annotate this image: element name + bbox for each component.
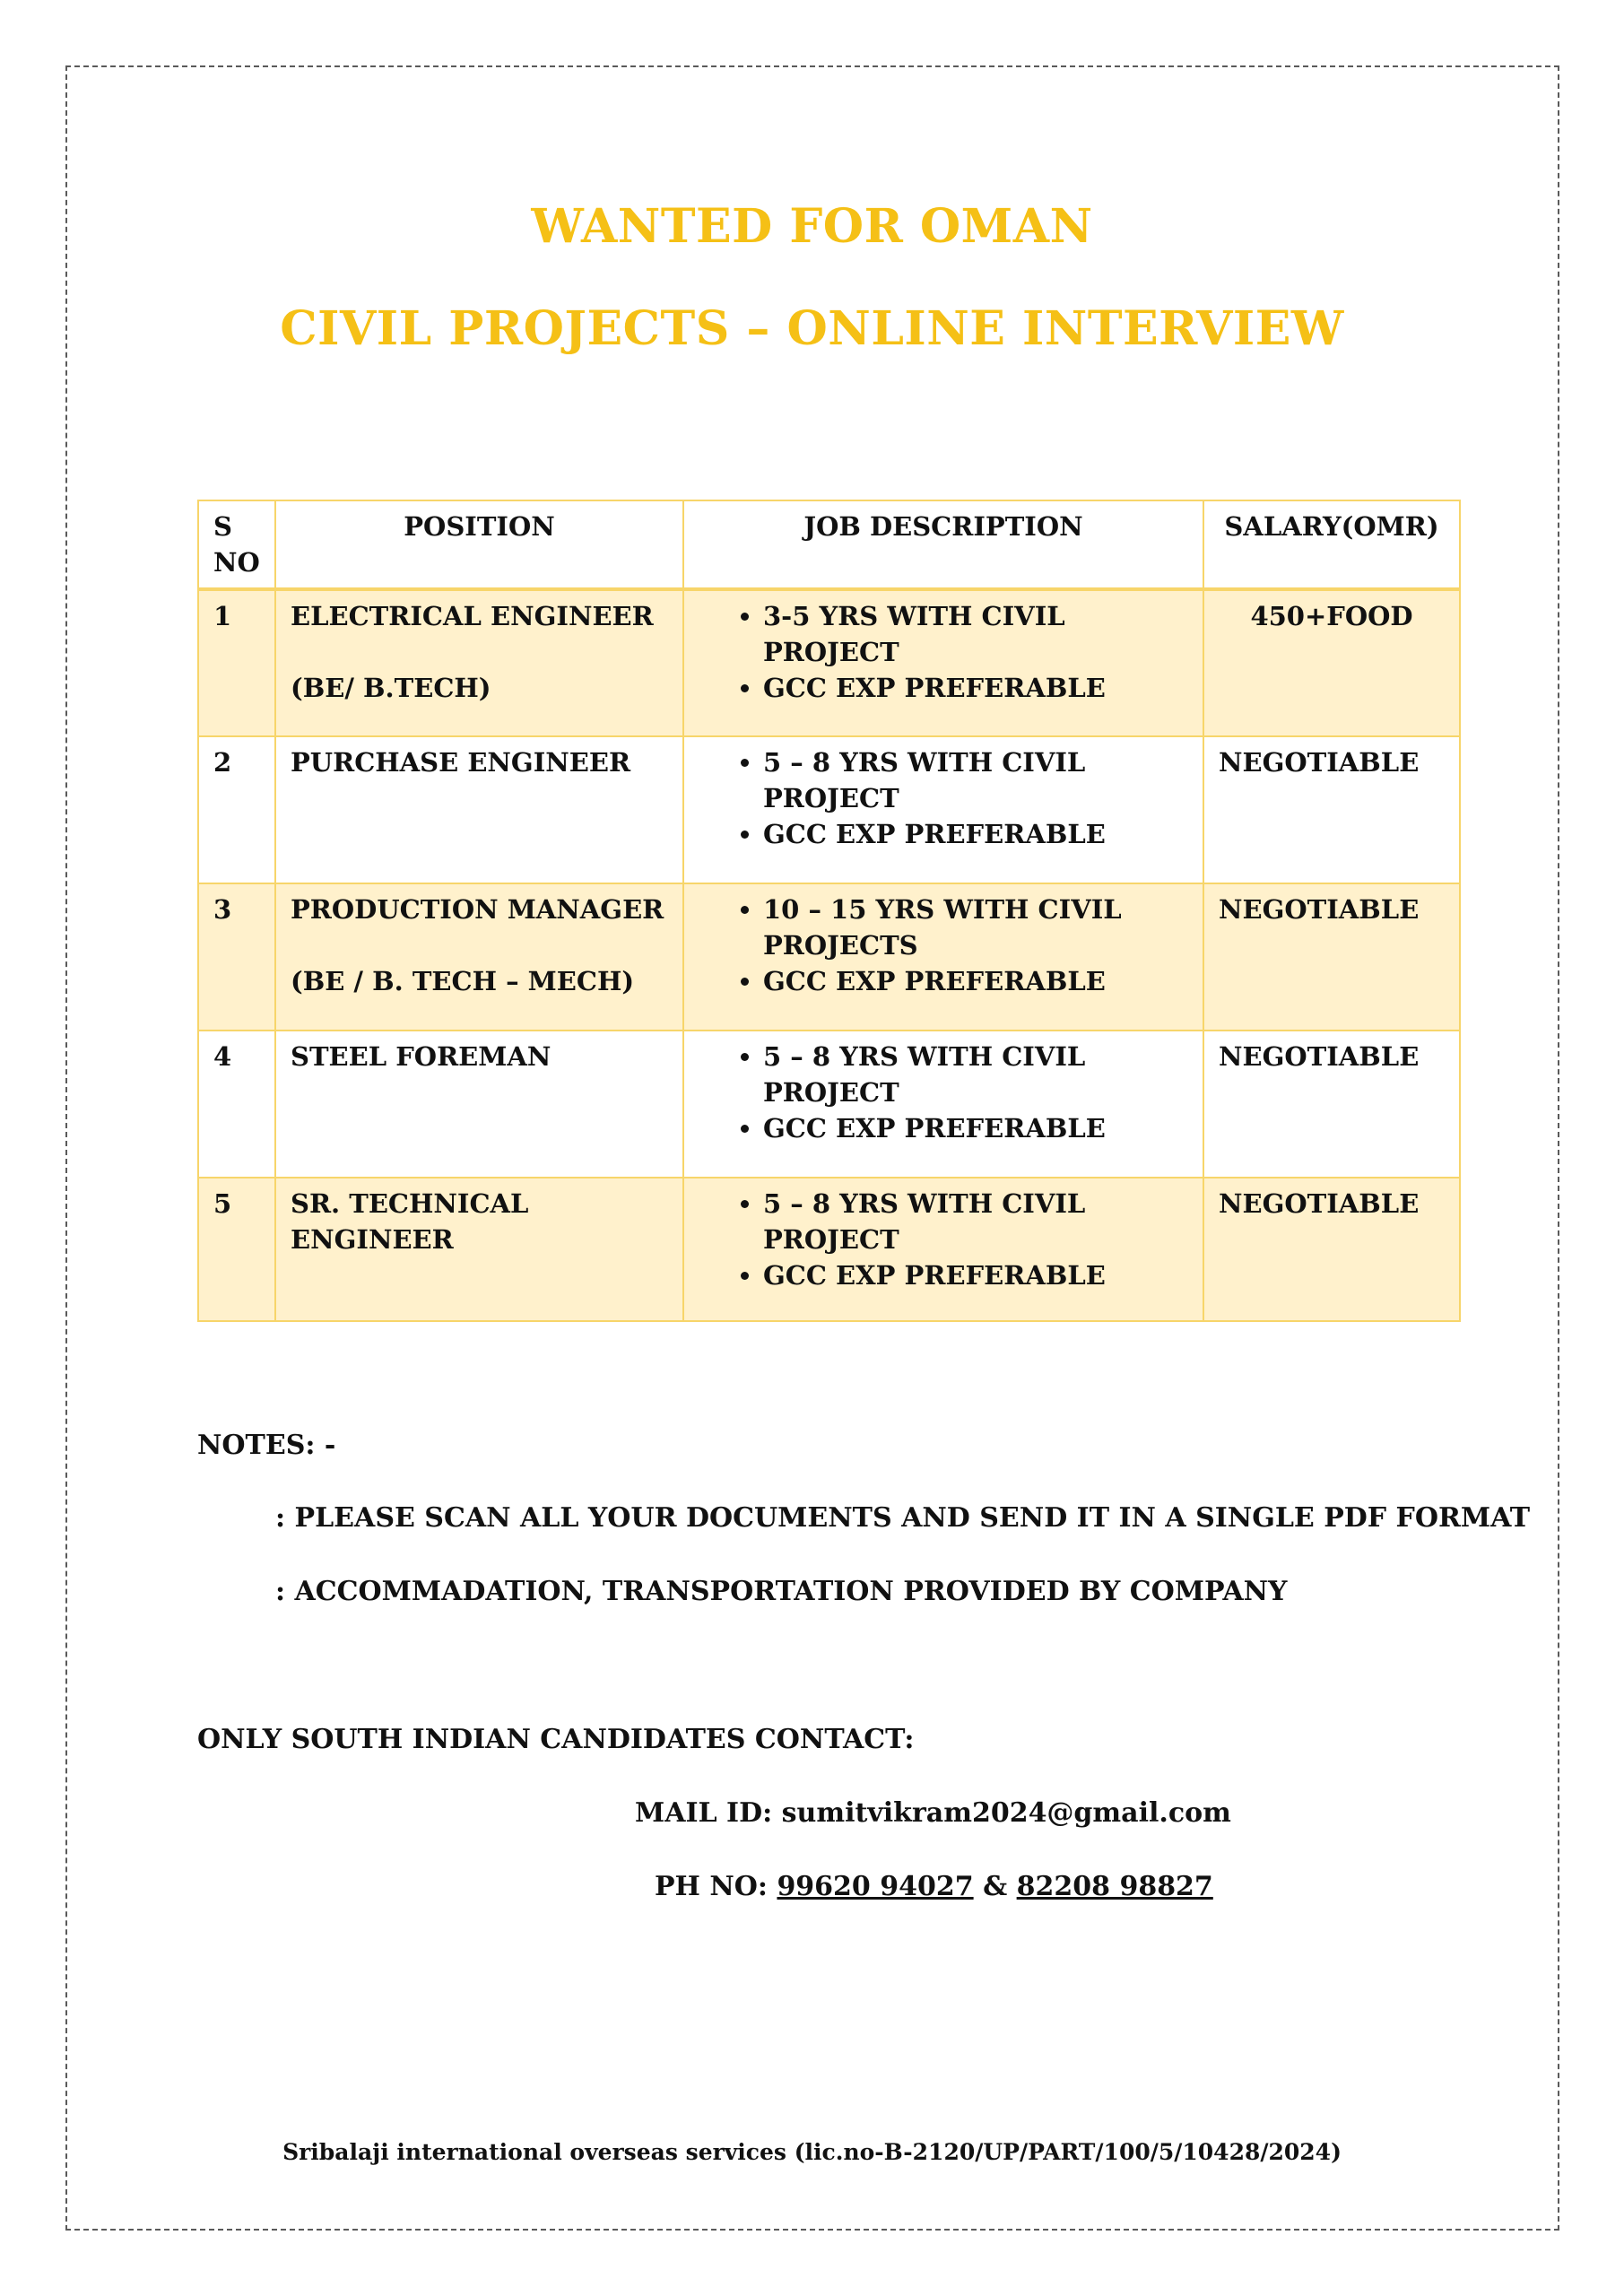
description-item: • 10 – 15 YRS WITH CIVIL PROJECTS — [763, 891, 1188, 963]
row-description — [683, 1031, 1203, 1178]
row-salary: NEGOTIABLE — [1203, 1178, 1460, 1321]
row-position — [275, 589, 683, 736]
description-item: • GCC EXP PREFERABLE — [763, 816, 1188, 852]
description-item: • 5 – 8 YRS WITH CIVIL PROJECT — [763, 1039, 1188, 1110]
row-salary: NEGOTIABLE — [1203, 883, 1460, 1031]
phone-separator: & — [983, 1871, 1008, 1902]
description-item: • 3-5 YRS WITH CIVIL PROJECT — [763, 598, 1188, 670]
row-description — [683, 736, 1203, 883]
row-salary: 450+FOOD — [1203, 589, 1460, 736]
row-position — [275, 1178, 683, 1321]
row-sno: 3 — [198, 883, 275, 1031]
position-title: SR. TECHNICAL ENGINEER — [291, 1188, 529, 1255]
row-position — [275, 1031, 683, 1178]
table-row — [198, 1031, 1460, 1178]
position-qualification: (BE/ B.TECH) — [291, 673, 491, 703]
page-subtitle: CIVIL PROJECTS – ONLINE INTERVIEW — [280, 301, 1344, 356]
header-salary: SALARY(OMR) — [1203, 500, 1460, 589]
description-item: • 5 – 8 YRS WITH CIVIL PROJECT — [763, 744, 1188, 816]
table-row — [198, 883, 1460, 1031]
phone-line — [655, 1871, 1213, 1902]
jobs-table — [197, 500, 1461, 1322]
description-item: • GCC EXP PREFERABLE — [763, 1257, 1188, 1293]
page-title: WANTED FOR OMAN — [531, 199, 1093, 254]
phone-label: PH NO: — [655, 1871, 768, 1902]
position-title: PRODUCTION MANAGER — [291, 894, 664, 925]
description-list — [699, 1039, 1188, 1146]
description-list — [699, 744, 1188, 852]
notes-heading: NOTES: - — [197, 1430, 336, 1461]
mail-label: MAIL ID: — [635, 1797, 773, 1829]
row-description — [683, 883, 1203, 1031]
contact-heading: ONLY SOUTH INDIAN CANDIDATES CONTACT: — [197, 1724, 915, 1755]
description-list — [699, 891, 1188, 999]
table-row — [198, 589, 1460, 736]
position-title: STEEL FOREMAN — [291, 1041, 551, 1072]
row-position — [275, 883, 683, 1031]
note-item: : PLEASE SCAN ALL YOUR DOCUMENTS AND SEND IT IN A SINGLE PDF FORMAT — [275, 1502, 1531, 1534]
phone-number-2[interactable]: 82208 98827 — [1016, 1871, 1213, 1902]
table-row — [198, 736, 1460, 883]
header-sno-line2: NO — [213, 547, 260, 578]
description-item: • GCC EXP PREFERABLE — [763, 963, 1188, 999]
row-description — [683, 1178, 1203, 1321]
description-item: • GCC EXP PREFERABLE — [763, 670, 1188, 706]
table-header-row — [198, 500, 1460, 589]
mail-address[interactable]: sumitvikram2024@gmail.com — [781, 1797, 1231, 1829]
header-description: JOB DESCRIPTION — [683, 500, 1203, 589]
description-list — [699, 1186, 1188, 1293]
row-sno: 4 — [198, 1031, 275, 1178]
phone-number-1[interactable]: 99620 94027 — [777, 1871, 974, 1902]
row-sno: 2 — [198, 736, 275, 883]
position-title: PURCHASE ENGINEER — [291, 747, 631, 778]
mail-line — [635, 1797, 1231, 1829]
row-sno: 5 — [198, 1178, 275, 1321]
row-position — [275, 736, 683, 883]
row-salary: NEGOTIABLE — [1203, 736, 1460, 883]
row-description — [683, 589, 1203, 736]
note-item: : ACCOMMADATION, TRANSPORTATION PROVIDED BY COMPANY — [275, 1576, 1288, 1607]
footer-license: Sribalaji international overseas services (lic.no-B-2120/UP/PART/100/5/10428/2024) — [282, 2139, 1342, 2165]
position-title: ELECTRICAL ENGINEER — [291, 601, 654, 631]
header-sno-line1: S — [213, 511, 232, 542]
row-salary: NEGOTIABLE — [1203, 1031, 1460, 1178]
description-item: • 5 – 8 YRS WITH CIVIL PROJECT — [763, 1186, 1188, 1257]
header-position: POSITION — [275, 500, 683, 589]
row-sno: 1 — [198, 589, 275, 736]
position-qualification: (BE / B. TECH – MECH) — [291, 966, 635, 996]
header-sno — [198, 500, 275, 589]
description-item: • GCC EXP PREFERABLE — [763, 1110, 1188, 1146]
description-list — [699, 598, 1188, 706]
table-row — [198, 1178, 1460, 1321]
